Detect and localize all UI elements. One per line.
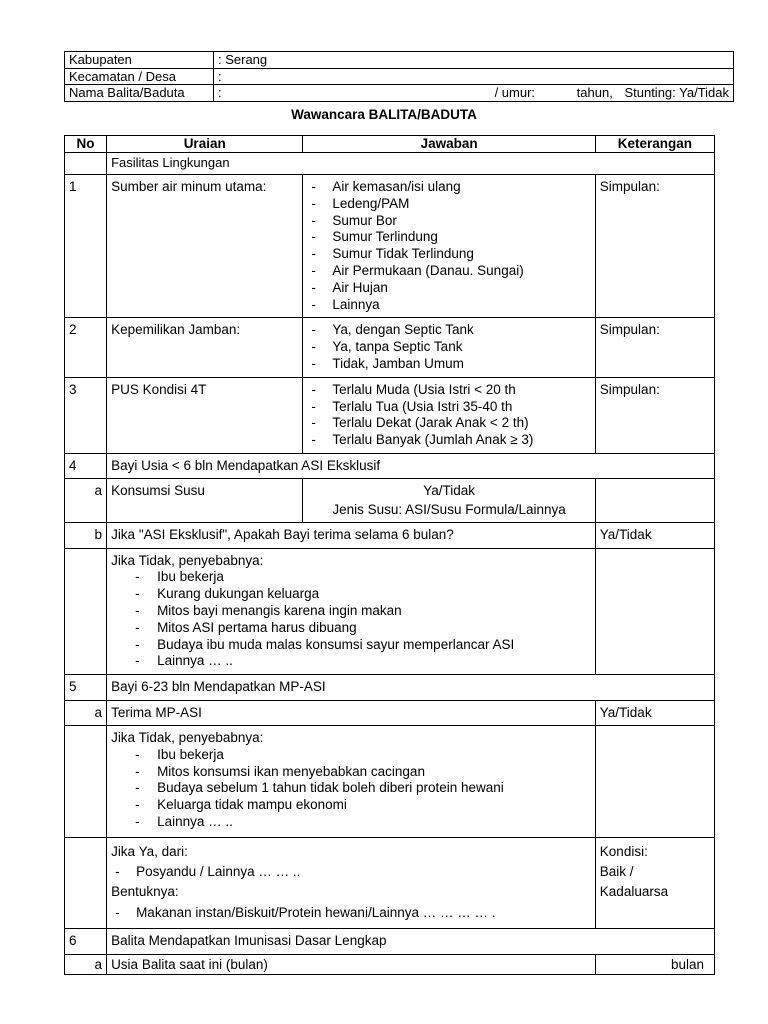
list-item[interactable]: - Lainnya bbox=[307, 297, 590, 314]
list-item[interactable]: - Air kemasan/isi ulang bbox=[307, 179, 590, 196]
q3-no: 3 bbox=[65, 377, 107, 453]
list-item[interactable]: - Air Hujan bbox=[307, 280, 590, 297]
list-item[interactable]: - Lainnya … .. bbox=[111, 814, 591, 831]
section-row bbox=[65, 153, 715, 175]
q1-options[interactable] bbox=[303, 175, 595, 318]
list-item[interactable]: - Terlalu Dekat (Jarak Anak < 2 th) bbox=[307, 415, 590, 432]
q2-no: 2 bbox=[65, 318, 107, 377]
list-item[interactable]: - Air Permukaan (Danau. Sungai) bbox=[307, 263, 590, 280]
q5-kondisi-1: Kondisi: bbox=[599, 844, 648, 860]
table-row bbox=[65, 700, 715, 726]
table-row bbox=[65, 929, 715, 955]
header-jawaban: Jawaban bbox=[303, 136, 595, 153]
interview-table bbox=[64, 135, 715, 975]
q4b-no: b bbox=[65, 523, 107, 549]
q4a-ket[interactable] bbox=[595, 479, 714, 523]
q5-ya-label: Jika Ya, dari: bbox=[111, 844, 188, 860]
stunting-label: Stunting: Ya/Tidak bbox=[624, 85, 729, 100]
q5-reasons-cell bbox=[107, 726, 596, 838]
list-item[interactable]: - Sumur Tidak Terlindung bbox=[307, 246, 590, 263]
table-row bbox=[65, 479, 715, 523]
q3-uraian: PUS Kondisi 4T bbox=[107, 377, 303, 453]
q2-options[interactable] bbox=[303, 318, 595, 377]
q5-ya-cell bbox=[107, 838, 596, 929]
q5-title: Bayi 6-23 bln Mendapatkan MP-ASI bbox=[107, 675, 715, 701]
list-item[interactable]: - Ibu bekerja bbox=[111, 569, 591, 586]
header-no: No bbox=[65, 136, 107, 153]
umur-stunting-group bbox=[495, 85, 729, 101]
list-item[interactable]: - Keluarga tidak mampu ekonomi bbox=[111, 797, 591, 814]
identity-table bbox=[64, 51, 734, 102]
q4b-ket[interactable]: Ya/Tidak bbox=[595, 523, 714, 549]
table-row bbox=[65, 523, 715, 549]
nama-value: : bbox=[218, 85, 222, 100]
q5a-text: Terima MP-ASI bbox=[107, 700, 596, 726]
q4a-jawaban[interactable] bbox=[303, 479, 595, 523]
list-item[interactable]: - Sumur Terlindung bbox=[307, 229, 590, 246]
q3-options[interactable] bbox=[303, 377, 595, 453]
list-item[interactable]: - Budaya sebelum 1 tahun tidak boleh diberi protein hewani bbox=[111, 780, 591, 797]
table-row bbox=[65, 954, 715, 974]
list-item[interactable]: - Mitos bayi menangis karena ingin makan bbox=[111, 603, 591, 620]
q4a-uraian: Konsumsi Susu bbox=[107, 479, 303, 523]
q1-no: 1 bbox=[65, 175, 107, 318]
q5-kondisi-cell[interactable] bbox=[595, 838, 714, 929]
q4-tidak-label: Jika Tidak, penyebabnya: bbox=[111, 552, 264, 568]
q5-no: 5 bbox=[65, 675, 107, 701]
list-item[interactable]: - Terlalu Tua (Usia Istri 35-40 th bbox=[307, 399, 590, 416]
q4b-text: Jika "ASI Eksklusif", Apakah Bayi terima selama 6 bulan? bbox=[107, 523, 596, 549]
q6a-text: Usia Balita saat ini (bulan) bbox=[107, 954, 596, 974]
kabupaten-value[interactable]: : Serang bbox=[214, 52, 734, 69]
list-item[interactable]: - Makanan instan/Biskuit/Protein hewani/Lainnya … … … … . bbox=[111, 902, 591, 924]
q6-title: Balita Mendapatkan Imunisasi Dasar Lengkap bbox=[107, 929, 715, 955]
q5-kondisi-3[interactable]: Kadaluarsa bbox=[599, 884, 669, 900]
q5-bentuk-label: Bentuknya: bbox=[111, 884, 179, 900]
q6a-no: a bbox=[65, 954, 107, 974]
q4-reasons-cell bbox=[107, 548, 596, 674]
q2-ket[interactable]: Simpulan: bbox=[595, 318, 714, 377]
kabupaten-label: Kabupaten bbox=[65, 52, 214, 69]
q4a-no: a bbox=[65, 479, 107, 523]
q5a-no: a bbox=[65, 700, 107, 726]
list-item[interactable]: - Budaya ibu muda malas konsumsi sayur memperlancar ASI bbox=[111, 637, 591, 654]
q1-uraian: Sumber air minum utama: bbox=[107, 175, 303, 318]
tahun-label: tahun, bbox=[576, 85, 613, 100]
q4a-line1[interactable]: Ya/Tidak bbox=[423, 483, 475, 499]
table-row bbox=[65, 377, 715, 453]
q4-title: Bayi Usia < 6 bln Mendapatkan ASI Eksklusif bbox=[107, 453, 715, 479]
header-row bbox=[65, 136, 715, 153]
table-row bbox=[65, 175, 715, 318]
header-keterangan: Keterangan bbox=[595, 136, 714, 153]
q4-no: 4 bbox=[65, 453, 107, 479]
list-item[interactable]: - Ya, dengan Septic Tank bbox=[307, 322, 590, 339]
list-item[interactable]: - Ya, tanpa Septic Tank bbox=[307, 339, 590, 356]
table-row bbox=[65, 838, 715, 929]
table-row bbox=[65, 726, 715, 838]
list-item[interactable]: - Mitos konsumsi ikan menyebabkan cacingan bbox=[111, 764, 591, 781]
list-item[interactable]: - Mitos ASI pertama harus dibuang bbox=[111, 620, 591, 637]
list-item[interactable]: - Terlalu Banyak (Jumlah Anak ≥ 3) bbox=[307, 432, 590, 449]
list-item[interactable]: - Ledeng/PAM bbox=[307, 196, 590, 213]
list-item[interactable]: - Terlalu Muda (Usia Istri < 20 th bbox=[307, 382, 590, 399]
q6a-ket[interactable]: bulan bbox=[595, 954, 714, 974]
list-item[interactable]: - Ibu bekerja bbox=[111, 747, 591, 764]
page-title: Wawancara BALITA/BADUTA bbox=[291, 107, 477, 122]
list-item[interactable]: - Posyandu / Lainnya … … .. bbox=[111, 862, 591, 882]
header-uraian: Uraian bbox=[107, 136, 303, 153]
q3-ket[interactable]: Simpulan: bbox=[595, 377, 714, 453]
q1-ket[interactable]: Simpulan: bbox=[595, 175, 714, 318]
table-row bbox=[65, 453, 715, 479]
nama-label: Nama Balita/Baduta bbox=[65, 85, 214, 102]
q4a-line2[interactable]: Jenis Susu: ASI/Susu Formula/Lainnya bbox=[332, 501, 566, 517]
q6-no: 6 bbox=[65, 929, 107, 955]
list-item[interactable]: - Kurang dukungan keluarga bbox=[111, 586, 591, 603]
kecamatan-value[interactable]: : bbox=[214, 68, 734, 85]
nama-value-cell[interactable] bbox=[214, 85, 734, 102]
q5a-ket[interactable]: Ya/Tidak bbox=[595, 700, 714, 726]
table-row bbox=[65, 318, 715, 377]
table-row bbox=[65, 548, 715, 674]
q5-tidak-label: Jika Tidak, penyebabnya: bbox=[111, 730, 264, 746]
umur-label: / umur: bbox=[494, 85, 536, 100]
q2-uraian: Kepemilikan Jamban: bbox=[107, 318, 303, 377]
q5-kondisi-2[interactable]: Baik / bbox=[599, 864, 634, 880]
section-fasilitas: Fasilitas Lingkungan bbox=[107, 153, 715, 175]
list-item[interactable]: - Tidak, Jamban Umum bbox=[307, 356, 590, 373]
kecamatan-label: Kecamatan / Desa bbox=[65, 68, 214, 85]
list-item[interactable]: - Sumur Bor bbox=[307, 213, 590, 230]
table-row bbox=[65, 675, 715, 701]
list-item[interactable]: - Lainnya … .. bbox=[111, 653, 591, 670]
